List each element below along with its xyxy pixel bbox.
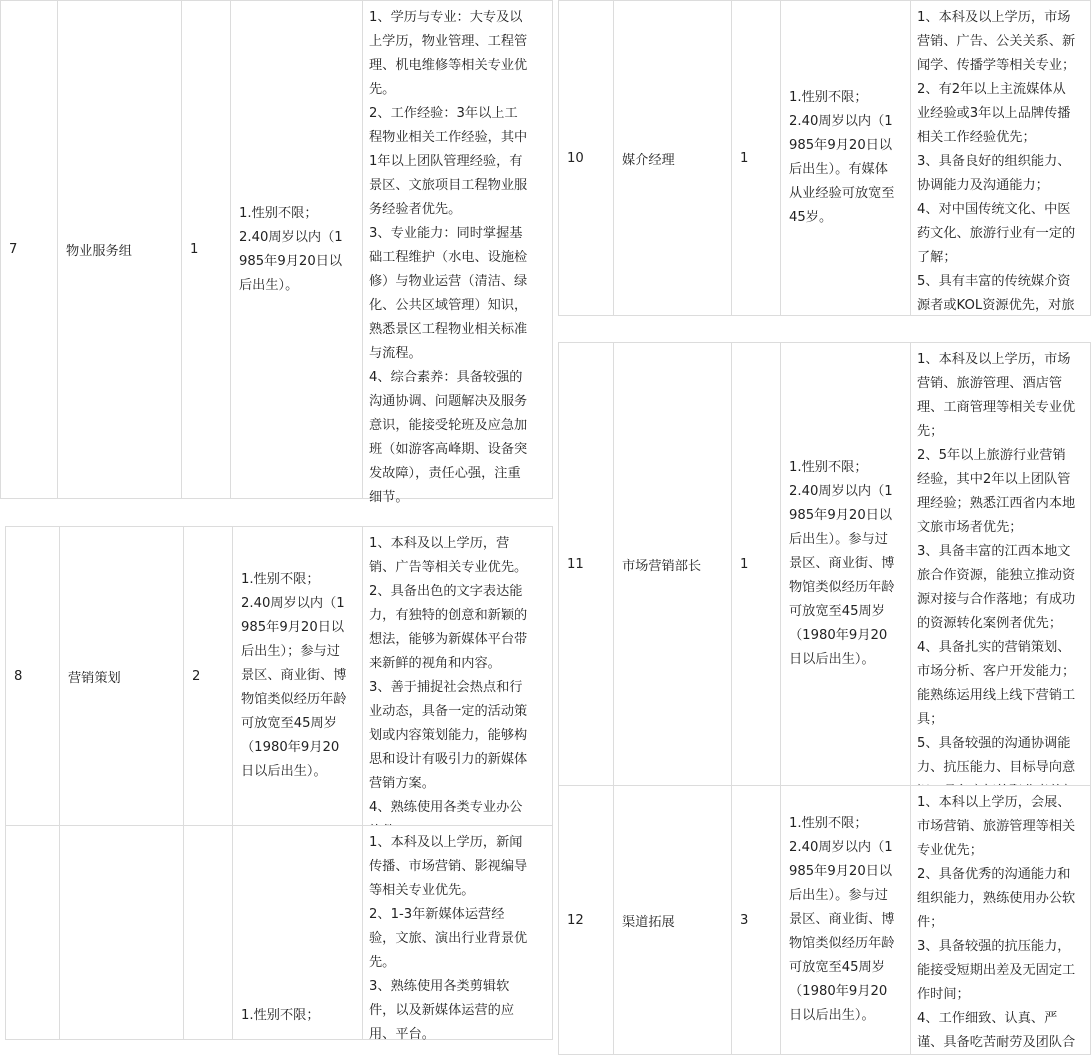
job-requirements-cell: 1、学历与专业：大专及以 上学历，物业管理、工程管 理、机电维修等相关专业优 先。 2、工作经验：3年以上工 程物业相关工作经验，其中 1年以上团队管理经验，有 景区、文旅项目工程物业服 务经验者优先。 3、专业能力：同时掌握基 础工程维护（水电、设施检 修）与物业运营（清洁、绿 化、公共区域管理）知识， 熟悉景区工程物业相关标准 与流程。 4、综合素养：具备较强的 沟通协调、问题解决及服务 意识，能接受轮班及应急加 班（如游客高峰期、设备突 发故障），责任心强，注重 细节。 — [362, 0, 553, 499]
job-requirements-cell: 1、本科以上学历，会展、 市场营销、旅游管理等相关 专业优先； 2、具备优秀的沟通能力和 组织能力，熟练使用办公软 件； 3、具备较强的抗压能力， 能接受短期出差及无固定工 作时间； 4、工作细致、认真、严 谨、具备吃苦耐劳及团队合 — [910, 785, 1091, 1055]
job-number-cell: 11 — [558, 342, 614, 786]
conditions-text: 1.性别不限； 2.40周岁以内（1 985年9月20日以 后出生）。参与过 景区、商业街、博 物馆类似经历年龄 可放宽至45周岁 （1980年9月20 日以后出生）。 — [789, 816, 895, 1023]
job-conditions-cell — [780, 785, 911, 1055]
job-count-cell: 3 — [731, 785, 781, 1055]
job-conditions-cell — [780, 342, 911, 786]
job-conditions-cell — [230, 0, 363, 499]
job-number-cell: 8 — [5, 526, 60, 826]
job-count-cell: 1 — [731, 0, 781, 316]
job-position-cell: 媒介经理 — [613, 0, 732, 316]
job-number-cell: 12 — [558, 785, 614, 1055]
conditions-text: 1.性别不限； — [241, 1008, 320, 1023]
conditions-text: 1.性别不限； 2.40周岁以内（1 985年9月20日以 后出生）。参与过 景区、商业街、博 物馆类似经历年龄 可放宽至45周岁 （1980年9月20 日以后出生）。 — [789, 460, 895, 667]
conditions-text: 1.性别不限； 2.40周岁以内（1 985年9月20日以 后出生）；参与过 景区、商业街、博 物馆类似经历年龄 可放宽至45周岁 （1980年9月20 日以后出生）。 — [241, 572, 347, 779]
job-position-cell — [59, 825, 184, 1040]
job-requirements-cell: 1、本科及以上学历，新闻 传播、市场营销、影视编导 等相关专业优先。 2、1-3年新媒体运营经 验，文旅、演出行业背景优 先。 3、熟练使用各类剪辑软 件，以及新媒体运营的应 用、平台。 — [362, 825, 553, 1040]
job-conditions-cell — [232, 526, 363, 826]
job-number-cell — [5, 825, 60, 1040]
job-requirements-cell: 1、本科及以上学历，市场 营销、广告、公关关系、新 闻学、传播学等相关专业； 2、有2年以上主流媒体从 业经验或3年以上品牌传播 相关工作经验优先； 3、具备良好的组织能力、 协调能力及沟通能力； 4、对中国传统文化、中医 药文化、旅游行业有一定的 了解； 5、具有丰富的传统媒介资 源者或KOL资源优先，对旅 — [910, 0, 1091, 316]
job-count-cell: 1 — [181, 0, 231, 499]
job-position-cell: 物业服务组 — [57, 0, 182, 499]
job-count-cell: 2 — [183, 526, 233, 826]
job-position-cell: 市场营销部长 — [613, 342, 732, 786]
job-count-cell — [183, 825, 233, 1040]
job-position-cell: 营销策划 — [59, 526, 184, 826]
job-requirements-cell: 1、本科及以上学历，市场 营销、旅游管理、酒店管 理、工商管理等相关专业优 先； 2、5年以上旅游行业营销 经验，其中2年以上团队管 理经验；熟悉江西省内本地 文旅市场者优先； 3、具备丰富的江西本地文 旅合作资源，能独立推动资 源对接与合作落地；有成功 的资源转化案例者优先； 4、具备扎实的营销策划、 市场分析、客户开发能力； 能熟练运用线上线下营销工 具； 5、具备较强的沟通协调能 力、抗压能力、目标导向意 — [910, 342, 1091, 786]
job-number-cell: 10 — [558, 0, 614, 316]
job-requirements-cell: 1、本科及以上学历，营 销、广告等相关专业优先。 2、具备出色的文字表达能 力，有独特的创意和新颖的 想法，能够为新媒体平台带 来新鲜的视角和内容。 3、善于捕捉社会热点和行 业动态，具备一定的活动策 划或内容策划能力，能够构 思和设计有吸引力的新媒体 营销方案。 4、熟练使用各类专业办公 — [362, 526, 553, 826]
conditions-text: 1.性别不限； 2.40周岁以内（1 985年9月20日以 后出生）。 — [239, 205, 343, 293]
conditions-text: 1.性别不限； 2.40周岁以内（1 985年9月20日以 后出生）。有媒体 从业经验可放宽至 45岁。 — [789, 90, 895, 225]
job-count-cell: 1 — [731, 342, 781, 786]
job-conditions-cell — [780, 0, 911, 316]
job-conditions-cell — [232, 825, 363, 1040]
job-position-cell: 渠道拓展 — [613, 785, 732, 1055]
job-number-cell: 7 — [0, 0, 58, 499]
